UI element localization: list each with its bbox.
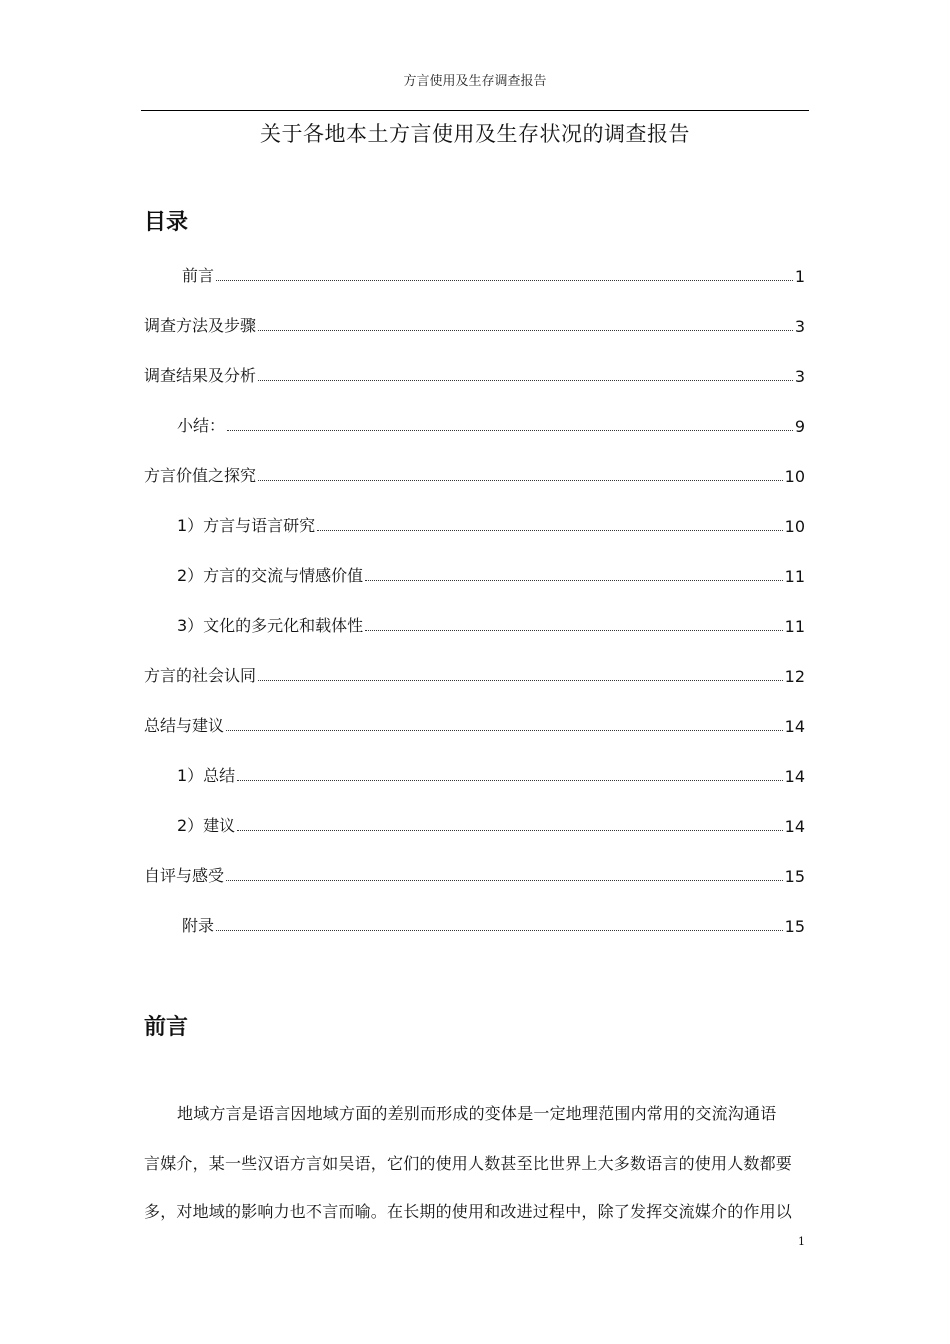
toc-leader	[365, 580, 782, 581]
toc-leader	[258, 680, 783, 681]
toc-leader	[226, 730, 783, 731]
header-rule	[141, 110, 809, 111]
toc-leader	[226, 880, 783, 881]
toc-leader	[258, 330, 793, 331]
toc-item-conclusion-2[interactable]: 2）建议 14	[177, 816, 805, 836]
toc-leader	[227, 430, 793, 431]
toc-item-identity[interactable]: 方言的社会认同 12	[144, 666, 805, 686]
toc-leader	[216, 280, 793, 281]
toc-item-summary[interactable]: 小结： 9	[177, 416, 805, 436]
toc-leader	[237, 780, 782, 781]
toc-item-conclusion-1[interactable]: 1）总结 14	[177, 766, 805, 786]
toc-heading: 目录	[144, 210, 189, 235]
document-title: 关于各地本土方言使用及生存状况的调查报告	[260, 122, 690, 146]
toc-item-appendix[interactable]: 附录 15	[182, 916, 805, 936]
toc-item-value-2[interactable]: 2）方言的交流与情感价值 11	[177, 566, 805, 586]
toc-item-results[interactable]: 调查结果及分析 3	[144, 366, 805, 386]
toc-leader	[258, 380, 793, 381]
paragraph-line: 多，对地域的影响力也不言而喻。在长期的使用和改进过程中，除了发挥交流媒介的作用以	[144, 1202, 793, 1221]
toc-item-preface[interactable]: 前言 1	[182, 266, 805, 286]
toc-leader	[365, 630, 782, 631]
toc-item-self-review[interactable]: 自评与感受 15	[144, 866, 805, 886]
preface-heading: 前言	[144, 1015, 189, 1040]
toc-item-method[interactable]: 调查方法及步骤 3	[144, 316, 805, 336]
toc-leader	[317, 530, 782, 531]
toc-leader	[216, 930, 783, 931]
page-number: 1	[798, 1235, 805, 1248]
toc-item-conclusion[interactable]: 总结与建议 14	[144, 716, 805, 736]
toc-leader	[258, 480, 783, 481]
toc-item-value-3[interactable]: 3）文化的多元化和载体性 11	[177, 616, 805, 636]
paragraph-line: 言媒介，某一些汉语方言如吴语，它们的使用人数甚至比世界上大多数语言的使用人数都要	[144, 1154, 793, 1173]
toc-item-value-1[interactable]: 1）方言与语言研究 10	[177, 516, 805, 536]
toc-leader	[237, 830, 782, 831]
paragraph-line: 地域方言是语言因地域方面的差别而形成的变体是一定地理范围内常用的交流沟通语	[177, 1104, 777, 1123]
toc-item-value[interactable]: 方言价值之探究 10	[144, 466, 805, 486]
running-header: 方言使用及生存调查报告	[403, 74, 547, 89]
